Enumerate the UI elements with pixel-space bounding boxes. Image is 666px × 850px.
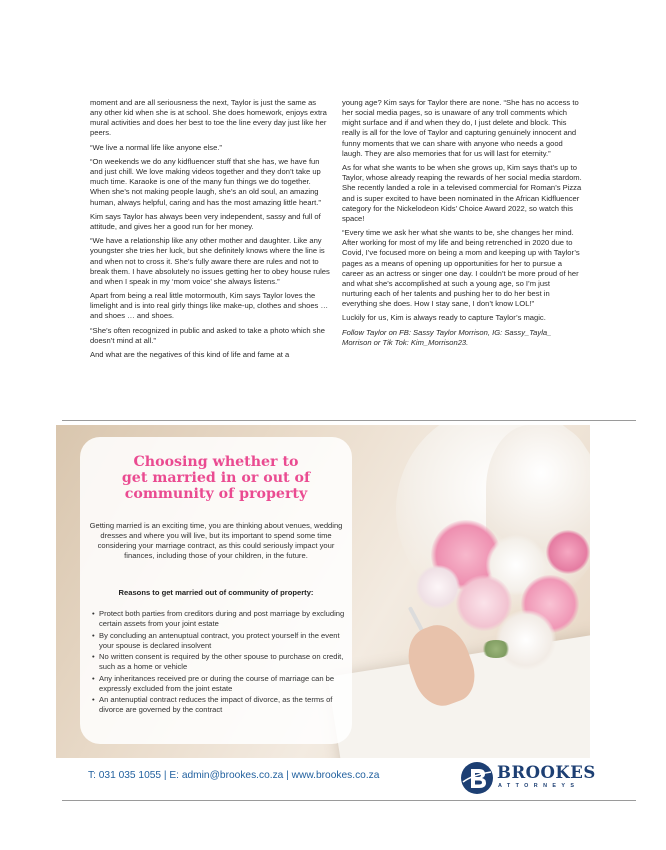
article-paragraph: young age? Kim says for Taylor there are none. “She has no access to her social media pages, so is unaware of any troll comments which might surface and if and when they do, I just delete and block. This really is all for the love of Taylor and capturing genuinely innocent and funny moments that we can share with anyone who needs a good laugh. They are also memories that for us will last for eternity.”: [342, 98, 579, 158]
bottom-divider: [62, 800, 636, 801]
logo-wordmark: BROOKES: [497, 763, 596, 782]
reasons-list: [92, 609, 348, 717]
list-item: • An antenuptial contract reduces the impact of divorce, as the terms of divorce are governed by the contract: [92, 695, 348, 716]
brookes-b-logo-icon: [460, 761, 494, 795]
contact-line: T: 031 035 1055 | E: admin@brookes.co.za | www.brookes.co.za: [88, 770, 380, 781]
ad-title: [80, 454, 352, 502]
bouquet-leaf: [481, 640, 511, 658]
article-text: [90, 98, 590, 423]
article-paragraph: As for what she wants to be when she grows up, Kim says that’s up to Taylor, whose already reaping the rewards of her social media stardom. She recently landed a role in a televised commercial for Roman’s Pizza and is super excited to have been nominated in the African Kidfluencer category for the Nickelodeon Kids’ Choice Award 2022, so watch this space!: [342, 163, 582, 223]
ad-intro: Getting married is an exciting time, you are thinking about venues, wedding dresses and where you will live, but its important to spend some time considering your marriage contract, as this could seriously impact your finances, including those of your children, in the future.: [89, 521, 343, 560]
ad-title-line: get married in or out of: [121, 470, 311, 486]
article-left-column: [90, 98, 330, 364]
social-follow-line: Follow Taylor on FB: Sassy Taylor Morrison, IG: Sassy_Tayla_ Morrison or Tik Tok: Kim_Morrison23.: [342, 327, 552, 347]
article-paragraph: “We have a relationship like any other mother and daughter. Like any youngster she tries her luck, but she definitely knows where the line is and when not to cross it. She’s fully aware there are rules and not to break them. I have absolutely no issues getting her to obey house rules and when I speak in my ‘mom voice’ she always listens.”: [90, 236, 330, 286]
ad-panel: [80, 437, 352, 744]
article-paragraph: Kim says Taylor has always been very independent, sassy and full of attitude, and gives her a good run for her money.: [90, 211, 321, 231]
list-item: • No written consent is required by the other spouse to purchase on credit, such as a home or vehicle: [92, 652, 348, 673]
bouquet-flower: [546, 530, 590, 574]
article-right-column: [342, 98, 582, 352]
ad-title-line: Choosing whether to: [133, 454, 299, 470]
article-paragraph: “We live a normal life like anyone else.”: [90, 142, 222, 152]
brookes-logo: [460, 761, 596, 795]
ad-subheading: Reasons to get married out of community of property:: [118, 588, 314, 597]
article-paragraph: And what are the negatives of this kind of life and fame at a: [90, 350, 290, 360]
article-paragraph: moment and are all seriousness the next, Taylor is just the same as any other kid when she is at school. She does homework, enjoys extra mural activities and does her best to toe the line every day just like her peers.: [90, 98, 327, 138]
article-paragraph: Luckily for us, Kim is always ready to capture Taylor’s magic.: [342, 313, 546, 323]
logo-subtitle: ATTORNEYS: [498, 783, 580, 789]
article-paragraph: “On weekends we do any kidfluencer stuff that she has, we have fun and just chill. We love making videos together and they don’t take up much time. Karaoke is one of the many fun things we do together. When she’s not making people laugh, she’s an old soul, an amazing human, always helpful, caring and has the most amazing little heart.”: [90, 156, 321, 207]
article-paragraph: “She’s often recognized in public and asked to take a photo which she doesn’t mind at all.”: [90, 325, 325, 345]
list-item: • Any inheritances received pre or during the course of marriage can be expressly excluded from the joint estate: [92, 674, 348, 695]
list-item: • By concluding an antenuptual contract, you protect yourself in the event your spouse is declared insolvent: [92, 631, 348, 652]
article-paragraph: “Every time we ask her what she wants to be, she changes her mind. After working for most of my life and being retrenched in 2020 due to Covid, I’ve focused more on being a mom and keeping up with Taylor’s pages as a means of opening up opportunities for her to pursue a career as an actress or singer one day. I couldn’t be more proud of her and what she’s accomplished at such a young age, so I’m just nurturing each of her talents and pushing her to do her best in everything she does. How I stay sane, I don’t know LOL!”: [342, 228, 580, 309]
article-paragraph: Apart from being a real little motormouth, Kim says Taylor loves the limelight and is into real girly things like make-up, clothes and shoes … and shoes … and shoes.: [90, 291, 329, 321]
top-divider: [62, 420, 636, 421]
bouquet-flower: [496, 610, 556, 670]
list-item: • Protect both parties from creditors during and post marriage by excluding certain assets from your joint estate: [92, 609, 348, 630]
ad-title-line: community of property: [124, 486, 308, 502]
bouquet-flower: [416, 565, 460, 609]
